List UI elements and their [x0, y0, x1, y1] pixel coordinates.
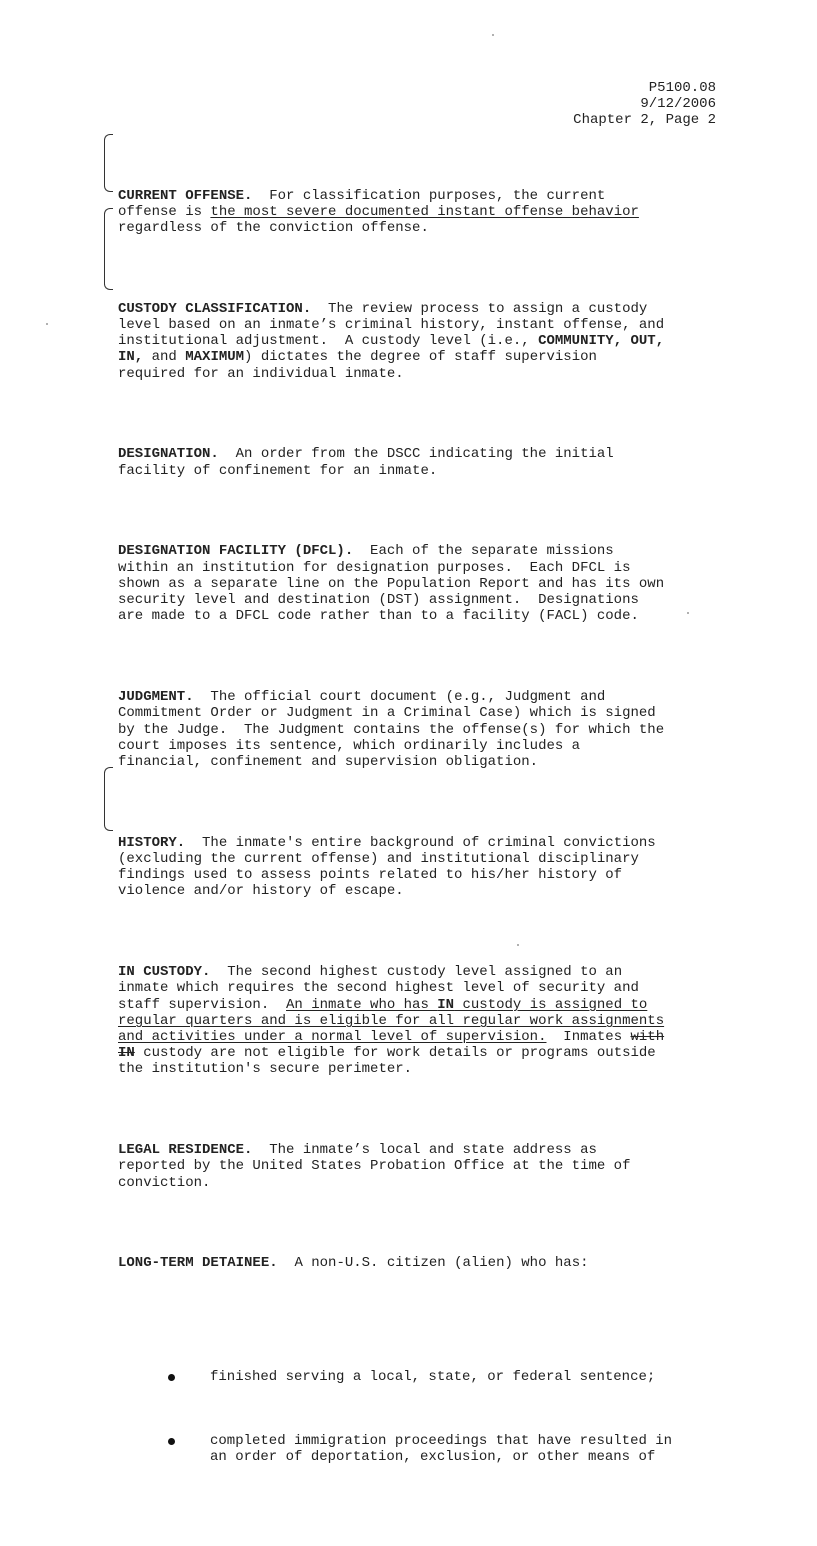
list-item: finished serving a local, state, or federal sentence;	[118, 1369, 718, 1385]
scan-speck	[492, 34, 494, 36]
term-custody-classification: CUSTODY CLASSIFICATION.	[118, 300, 312, 317]
term-current-offense: CURRENT OFFENSE.	[118, 187, 253, 204]
margin-bracket-custody-classification	[104, 208, 113, 290]
underlined-text: regular quarters and is eligible for all regular work assignments	[118, 1012, 665, 1029]
chapter-page: Chapter 2, Page 2	[573, 112, 716, 128]
scan-speck	[46, 323, 48, 325]
definition-designation-facility: DESIGNATION FACILITY (DFCL). Each of the separate missions within an institution for designation purposes. Each DFCL is shown as a separate line on the Population Report and has its own security level and destination (DST) assignment. Designations are made to a DFCL code rather than to a facility (FACL) code.	[118, 543, 665, 625]
term-judgment: JUDGMENT.	[118, 689, 194, 706]
document-body	[118, 139, 718, 1546]
bullet-icon	[168, 1374, 175, 1381]
margin-bracket-legal-residence	[104, 767, 113, 831]
struck-text: with	[630, 1028, 665, 1045]
margin-bracket-current-offense	[104, 134, 113, 192]
term-history: HISTORY.	[118, 834, 186, 851]
detainee-bullet-list	[118, 1336, 718, 1514]
definition-history: HISTORY. The inmate's entire background of criminal convictions (excluding the current offense) and institutional disciplinary findings used to assess points related to his/her history of violence and/or history of escape.	[118, 834, 656, 900]
list-item: completed immigration proceedings that have resulted in an order of deportation, exclusion, or other means of	[118, 1433, 718, 1465]
underlined-text: and activities under a normal level of supervision.	[118, 1028, 547, 1045]
definition-long-term-detainee: LONG-TERM DETAINEE. A non-U.S. citizen (alien) who has:	[118, 1255, 589, 1272]
term-designation-facility: DESIGNATION FACILITY (DFCL).	[118, 543, 354, 560]
document-date: 9/12/2006	[640, 96, 716, 112]
definition-in-custody: IN CUSTODY. The second highest custody level assigned to an inmate which requires the second highest level of security and staff supervision. An inmate who has IN custody is assigned to regular quarters and is eligible for all regular work assignments and activities under a normal level of supervision. Inmates with IN custody are not eligible for work details or programs outside the institution's secure perimeter.	[118, 964, 665, 1078]
struck-text: IN	[118, 1045, 135, 1062]
page-header	[573, 80, 716, 128]
underlined-text: the most severe documented instant offense behavior	[210, 203, 639, 220]
definition-custody-classification: CUSTODY CLASSIFICATION. The review process to assign a custody level based on an inmate’s criminal history, instant offense, and institutional adjustment. A custody level (i.e., COMMUNITY, OUT, IN, and MAXIMUM) dictates the degree of staff supervision required for an individual inmate.	[118, 300, 665, 382]
bullet-icon	[168, 1438, 175, 1445]
term-long-term-detainee: LONG-TERM DETAINEE.	[118, 1255, 278, 1272]
term-legal-residence: LEGAL RESIDENCE.	[118, 1142, 253, 1159]
document-id: P5100.08	[648, 80, 716, 96]
term-in-custody: IN CUSTODY.	[118, 964, 211, 981]
definition-designation: DESIGNATION. An order from the DSCC indicating the initial facility of confinement for an inmate.	[118, 446, 614, 479]
definition-current-offense: CURRENT OFFENSE. For classification purposes, the current offense is the most severe documented instant offense behavior regardless of the conviction offense.	[118, 187, 639, 237]
term-designation: DESIGNATION.	[118, 446, 219, 463]
definition-legal-residence: LEGAL RESIDENCE. The inmate’s local and state address as reported by the United States Probation Office at the time of conviction.	[118, 1142, 631, 1191]
scan-speck	[517, 944, 519, 946]
definition-judgment: JUDGMENT. The official court document (e.g., Judgment and Commitment Order or Judgment in a Criminal Case) which is signed by the Judge. The Judgment contains the offense(s) for which the court imposes its sentence, which ordinarily includes a financial, confinement and supervision obligation.	[118, 689, 665, 770]
scan-speck	[687, 612, 689, 614]
